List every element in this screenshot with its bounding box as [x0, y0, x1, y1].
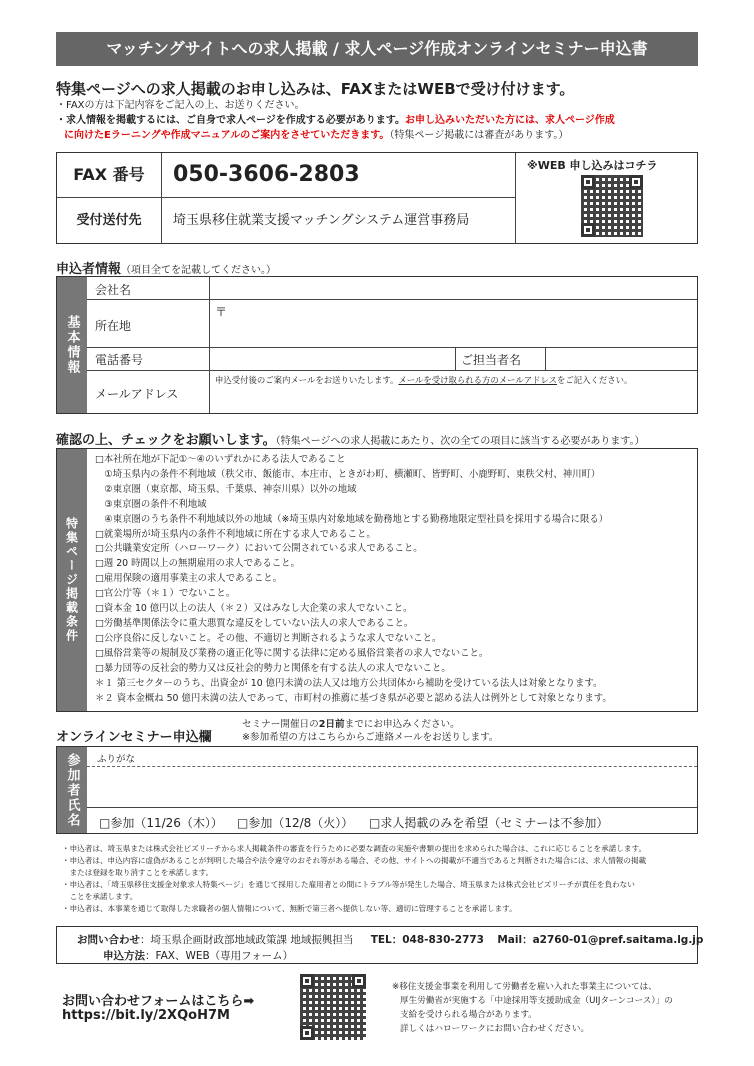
- condition-item: ①埼玉県内の条件不利地域（秩父市、飯能市、本庄市、ときがわ町、横瀬町、皆野町、小鹿野町、東秩父村、神川町）: [95, 468, 601, 480]
- check-subtitle: （特集ページへの求人掲載にあたり、次の全ての項目に該当する必要があります。）: [275, 436, 645, 447]
- conditions-box: [56, 448, 698, 712]
- contact-line: [77, 932, 703, 947]
- inquiry-form-url[interactable]: https://bit.ly/2XQoH7M: [62, 1008, 230, 1023]
- condition-item: ＊１ 第三セクターのうち、出資金が 10 億円未満の法人又は地方公共団体から補助を受けている法人は対象となります。: [95, 677, 603, 689]
- furigana-label: ふりがな: [97, 754, 136, 765]
- web-apply-qr-code[interactable]: [581, 175, 643, 237]
- terms-item: ・申込者は、埼玉県または株式会社ビズリーチから求人掲載条件の審査を行うために必要な調査の実施や書類の提出を求められた場合は、これに応じることを承諾します。: [62, 844, 647, 853]
- page-title: マッチングサイトへの求人掲載 / 求人ページ作成オンラインセミナー申込書: [56, 32, 698, 66]
- seminar-note1-c: までにお申込みください。: [344, 719, 460, 730]
- condition-item[interactable]: □本社所在地が下記①～④のいずれかにある法人であること: [95, 454, 346, 465]
- option-listing-only[interactable]: □求人掲載のみを希望（セミナーは不参加）: [369, 816, 609, 830]
- check-title: 確認の上、チェックをお願いします。: [56, 433, 276, 448]
- condition-item[interactable]: □風俗営業等の規制及び業務の適正化等に関する法律に定める風俗営業者の求人でないこと。: [95, 647, 489, 659]
- dest-label: 受付送付先: [76, 213, 142, 228]
- note-create-page: [56, 113, 615, 128]
- applicant-subtitle: （項目全てを記載してください。）: [121, 265, 277, 276]
- contact-mail[interactable]: Mail：a2760-01@pref.saitama.lg.jp: [497, 934, 704, 946]
- note-elearning: [64, 128, 568, 143]
- inquiry-form-label: お問い合わせフォームはこちら➡: [62, 994, 255, 1009]
- note-elearning-b: （特集ページ掲載には審査があります。）: [389, 130, 569, 141]
- uij-note-4: 詳しくはハローワークにお問い合わせください。: [400, 1024, 590, 1034]
- phone-label: 電話番号: [95, 353, 144, 367]
- method-label: 申込方法: [103, 950, 145, 962]
- condition-item[interactable]: □官公庁等（＊１）でないこと。: [95, 588, 236, 600]
- phone-field[interactable]: [209, 347, 455, 370]
- condition-item: ④東京圏のうち条件不利地域以外の地域（※埼玉県内対象地域を勤務地とする勤務地限定型社員を採用する場合に限る）: [95, 513, 609, 525]
- inquiry-form-qr-code[interactable]: [300, 974, 366, 1040]
- note-fax: ・FAXの方は下記内容をご記入の上、お送りください。: [56, 100, 305, 111]
- conditions-sidebar: 特集ページ掲載条件: [57, 449, 87, 711]
- condition-item[interactable]: □雇用保険の適用事業主の求人であること。: [95, 573, 282, 585]
- condition-item[interactable]: □週 20 時間以上の無期雇用の求人であること。: [95, 558, 300, 570]
- condition-item: ②東京圏（東京都、埼玉県、千葉県、神奈川県）以外の地域: [95, 483, 357, 495]
- applicant-heading: [56, 258, 276, 277]
- participant-name-field[interactable]: [87, 767, 697, 807]
- condition-item[interactable]: □労働基準関係法令に重大悪質な違反をしていない法人の求人であること。: [95, 617, 414, 629]
- address-field[interactable]: [209, 299, 697, 347]
- company-field[interactable]: [209, 277, 697, 299]
- check-heading: [56, 429, 645, 448]
- condition-item: ③東京圏の条件不利地域: [95, 498, 207, 510]
- uij-note-1: ※移住支援金事業を利用して労働者を雇い入れた事業主については、: [392, 982, 657, 992]
- seminar-table: [56, 746, 698, 834]
- contact-tel[interactable]: TEL：048-830-2773: [370, 934, 484, 946]
- company-label: 会社名: [95, 283, 132, 297]
- seminar-note1-b: 2日前: [318, 719, 345, 730]
- contact-label: お問い合わせ: [77, 934, 140, 946]
- method-value: ：FAX、WEB（専用フォーム）: [145, 950, 294, 962]
- web-apply-label: ※WEB 申し込みはコチラ: [527, 159, 658, 172]
- fax-number[interactable]: 050-3606-2803: [173, 162, 360, 187]
- note-elearning-a: に向けたEラーニングや作成マニュアルのご案内をさせていただきます。: [64, 130, 390, 141]
- note-create-page-b: お申し込みいただいた方には、求人ページ作成: [405, 115, 615, 126]
- note-create-page-a: ・求人情報を掲載するには、ご自身で求人ページを作成する必要があります。: [56, 115, 405, 126]
- terms-item: ・申込者は、本事業を通じて取得した求職者の個人情報について、無断で第三者へ提供しない等、適切に管理することを承諾します。: [62, 904, 517, 913]
- fax-label: FAX 番号: [73, 165, 145, 184]
- applicant-sidebar: 基本情報: [57, 277, 87, 413]
- email-note-b: メールを受け取られる方のメールアドレス: [398, 375, 557, 385]
- seminar-title: オンラインセミナー申込欄: [56, 730, 212, 745]
- method-line: [103, 948, 293, 963]
- uij-note-2: 厚生労働省が実施する「中途採用等支援助成金（UIJターンコース）」の: [400, 996, 673, 1006]
- fax-box: [56, 152, 698, 244]
- applicant-title: 申込者情報: [56, 262, 122, 277]
- condition-item: ＊２ 資本金概ね 50 億円未満の法人であって、市町村の推薦に基づき県が必要と認める法人は例外として対象となります。: [95, 692, 612, 704]
- terms-item: ・申込者は、申込内容に虚偽があることが判明した場合や法令違守のおそれ等がある場合、その他、サイトへの掲載が不適当であると判断された場合には、求人情報の掲載: [62, 856, 647, 865]
- lead-text: 特集ページへの求人掲載のお申し込みは、FAXまたはWEBで受け付けます。: [56, 80, 575, 98]
- seminar-note2: ※参加希望の方はこちらからご連絡メールをお送りします。: [242, 732, 499, 743]
- email-label: メールアドレス: [95, 387, 179, 401]
- dest-value: 埼玉県移住就業支援マッチングシステム運営事務局: [173, 213, 470, 228]
- conditions-list: [95, 453, 612, 706]
- postal-mark: 〒: [215, 305, 228, 319]
- option-nov26[interactable]: □参加（11/26（木））: [99, 816, 223, 830]
- condition-item[interactable]: □暴力団等の反社会的勢力又は反社会的勢力と関係を有する法人の求人でないこと。: [95, 662, 451, 674]
- condition-item[interactable]: □就業場所が埼玉県内の条件不利地域に所在する求人であること。: [95, 528, 376, 540]
- applicant-table: [56, 276, 698, 414]
- seminar-note: [242, 718, 499, 744]
- uij-note-3: 支給を受けられる場合があります。: [400, 1010, 537, 1020]
- condition-item[interactable]: □公序良俗に反しないこと。その他、不適切と判断されるような求人でないこと。: [95, 632, 442, 644]
- address-label: 所在地: [95, 319, 132, 333]
- uij-note: [392, 980, 673, 1036]
- terms-item: または登録を取り消すことを承諾します。: [62, 868, 214, 877]
- seminar-note1-a: セミナー開催日の: [242, 719, 319, 730]
- seminar-heading: [56, 726, 212, 745]
- terms-list: [62, 843, 646, 915]
- email-note-c: をご記入ください。: [556, 375, 633, 385]
- email-note-a: 申込受付後のご案内メールをお送りいたします。: [215, 375, 399, 385]
- seminar-deadline: [242, 718, 499, 731]
- condition-item[interactable]: □公共職業安定所（ハローワーク）において公開されている求人であること。: [95, 543, 423, 555]
- seminar-sidebar: 参加者氏名: [57, 747, 87, 833]
- condition-item[interactable]: □資本金 10 億円以上の法人（＊２）又はみなし大企業の求人でないこと。: [95, 603, 413, 615]
- email-field[interactable]: [209, 370, 697, 413]
- contact-box: [56, 926, 704, 964]
- contact-dept: ：埼玉県企画財政部地域政策課 地域振興担当: [140, 934, 354, 946]
- option-dec8[interactable]: □参加（12/8（火））: [237, 816, 354, 830]
- contact-person-field[interactable]: [545, 347, 697, 370]
- terms-item: ・申込者は、「埼玉県移住支援金対象求人特集ページ」を通じて採用した雇用者との間にトラブル等が発生した場合、埼玉県または株式会社ビズリーチが責任を負わない: [62, 880, 635, 889]
- email-note: [215, 374, 632, 386]
- contact-person-label: ご担当者名: [461, 353, 522, 367]
- terms-item: ことを承諾します。: [62, 892, 138, 901]
